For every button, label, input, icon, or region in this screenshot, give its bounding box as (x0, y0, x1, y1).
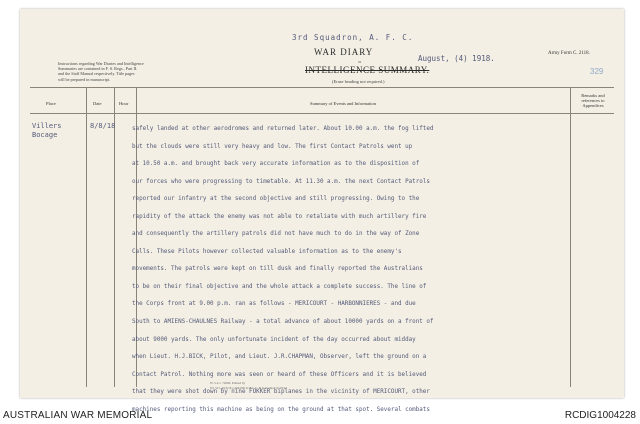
printer-imprint: W. 5.2.1. 72009. Printed by (210, 381, 246, 385)
instructions-block (58, 61, 210, 82)
text-line: that they were shot down by nine FOKKER biplanes in the vicinity of MERICOURT, other (132, 389, 430, 396)
text-line: Contact Patrol. Nothing more was seen or heard of these Officers and it is believed (132, 371, 427, 378)
text-line: at 10.50 a.m. and brought back very accurate information as to the disposition of (132, 161, 420, 168)
diary-date: August, (4) 1918. (418, 54, 495, 63)
printer-imprint: Wt. W1. 49/5/18 1,200,000 6/18 J. C. & S. Forms/C2118/12 (210, 386, 287, 390)
war-diary-title: WAR DIARY (314, 47, 374, 57)
archive-reference: RCDIG1004228 (564, 410, 636, 421)
text-line: machines reporting this machine as being on the ground at that spot. Several combats (132, 406, 430, 413)
page-stamp: 329 (590, 67, 604, 76)
instructions-line: and the Staff Manual respectively. Title pages (58, 71, 135, 77)
column-divider (570, 87, 571, 387)
text-line: rapidity of the attack the enemy was not able to retaliate with much artillery fire (132, 213, 427, 220)
archive-name: AUSTRALIAN WAR MEMORIAL (3, 410, 153, 421)
text-line: safely landed at other aerodromes and returned later. About 10.00 a.m. the fog lifted (132, 126, 434, 132)
instructions-line: Summaries are contained in F. S. Regs., Part II. (58, 66, 138, 72)
table-header-rule (30, 113, 614, 114)
column-divider (114, 87, 115, 387)
entry-place (32, 122, 62, 140)
text-line: reported our infantry at the second objective and still progressing. Owing to the (132, 196, 420, 203)
text-line: when Lieut. H.J.BICK, Pilot, and Lieut. J.R.CHAPMAN, Observer, left the ground on a (132, 354, 427, 361)
text-line: our forces who were progressing to timetable. At 11.30 a.m. the next Contact Patrols (132, 178, 430, 185)
text-line: South to AMIENS-CHAULNES Railway - a total advance of about 10000 yards on a front of (132, 319, 434, 326)
column-head-hour: Hour (119, 101, 129, 106)
squadron-heading: 3rd Squadron, A. F. C. (292, 33, 414, 42)
title-or: or (358, 59, 362, 64)
column-divider (86, 87, 87, 387)
diary-page (20, 9, 624, 413)
column-head-place: Place (46, 101, 56, 106)
intelligence-summary-title: INTELLIGENCE SUMMARY. (305, 65, 430, 75)
place-line: Bocage (32, 131, 58, 139)
text-line: but the clouds were still very heavy and low. The first Contact Patrols went up (132, 143, 413, 150)
text-line: Calls. These Pilots however collected valuable information as to the enemy's (132, 248, 402, 255)
place-line: Villers (32, 122, 62, 130)
army-form-number: Army Form C. 2118. (548, 51, 590, 56)
table-top-rule (30, 87, 614, 88)
text-line: about 9000 yards. The only unfortunate incident of the day occurred about midday (132, 336, 416, 343)
text-line: to be on their final objective and the whole attack a complete success. The line of (132, 283, 427, 290)
entry-date: 8/8/18 (90, 122, 116, 130)
instructions-line: will be prepared in manuscript. (58, 76, 111, 82)
column-head-summary: Summary of Events and Information (310, 101, 376, 106)
text-line: the Corps front at 9.00 p.m. ran as follows - MERICOURT - HARBONNIERES - and due (132, 301, 416, 308)
text-line: and consequently the artillery patrols did not have much to do in the way of Zone (132, 231, 420, 238)
instructions-line: Instructions regarding War Diaries and Intelligence (58, 61, 144, 66)
column-head-remarks: Remarks and references to Appendices (581, 93, 605, 108)
column-head-date: Date (93, 101, 102, 106)
erase-note: (Erase heading not required.) (332, 79, 385, 84)
entry-text (132, 121, 558, 419)
text-line: movements. The patrols were kept on till dusk and finally reported the Australians (132, 266, 423, 273)
archive-footer (0, 407, 640, 424)
